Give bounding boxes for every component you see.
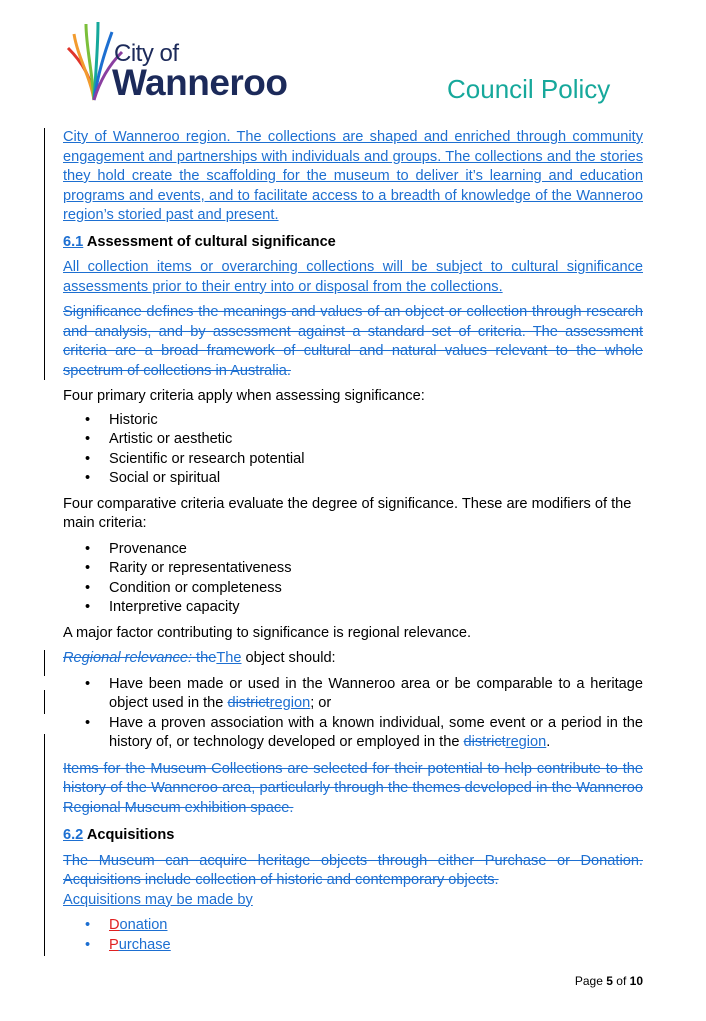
four-primary-paragraph: Four primary criteria apply when assessing significance: [63, 388, 425, 404]
bullet-icon: • [85, 917, 91, 933]
change-bar [44, 734, 45, 956]
list-item-text: onation [119, 917, 168, 933]
city-of-wanneroo-logo [64, 18, 294, 102]
regional-rest: object should: [241, 650, 336, 666]
heading-text: Acquisitions [86, 827, 175, 843]
list-item-text: Have a proven association with a known individual, some event or a period in the history of, or technology developed or employed in the [109, 714, 643, 750]
page-number: 5 [606, 974, 613, 988]
section-heading-6-1 [63, 233, 643, 253]
list-item [63, 675, 643, 714]
list-item-text: Historic [109, 411, 158, 428]
bullet-icon: • [85, 560, 91, 576]
four-comparative-paragraph: Four comparative criteria evaluate the degree of significance. These are modifiers of the main criteria: [63, 495, 632, 531]
regional-label-deleted: Regional relevance: [63, 650, 192, 666]
list-item-text: Have been made or used in the Wanneroo area or be comparable to a heritage object used in the [109, 675, 643, 711]
list-item-end: . [546, 734, 551, 750]
the-inserted: The [216, 650, 242, 666]
items-deleted-text: Items for the Museum Collections are selected for their potential to help contribute to the history of the Wanneroo area, particularly through the themes developed in the Wanneroo Regional Museum exhibition space. [63, 760, 643, 816]
page-total: 10 [629, 974, 643, 988]
list-item [63, 540, 643, 560]
list-item-text: urchase [118, 936, 171, 953]
the-deleted: the [192, 650, 217, 666]
list-item [63, 598, 643, 618]
region-inserted: region [269, 695, 311, 711]
page-title: Council Policy [447, 74, 611, 104]
list-item [63, 559, 643, 579]
may-be-made-paragraph [63, 891, 643, 911]
bullet-icon: • [85, 675, 91, 692]
primary-criteria-list [63, 411, 643, 489]
list-item [63, 469, 643, 489]
heading-number: 6.1 [63, 233, 84, 250]
bullet-icon: • [85, 411, 91, 428]
acquisition-methods-list [63, 916, 643, 955]
list-item-text: Social or spiritual [109, 470, 221, 486]
comparative-criteria-list [63, 540, 643, 618]
list-item [63, 430, 643, 450]
may-be-made-text: Acquisitions may be made by [63, 891, 253, 908]
bullet-icon: • [85, 450, 91, 467]
of-label: of [616, 974, 627, 988]
list-item [63, 936, 643, 956]
regional-criteria-list [63, 675, 643, 753]
list-item [63, 579, 643, 599]
intro-text: City of Wanneroo region. The collections are shaped and enriched through community engagement and partnerships with individuals and groups. The collections and the stories they hold create the scaffolding for the museum to deliver it’s learning and education programs and events, and to facilitate access to a breadth of knowledge of the Wanneroo region’s storied past and present. [63, 129, 643, 223]
intro-paragraph [63, 128, 643, 226]
significance-deleted-text: Significance defines the meanings and values of an object or collection through research and analysis, and by assessment against a standard set of criteria. The assessment criteria are a broad framework of cultural and natural values relevant to the whole spectrum of collections in Australia. [63, 304, 643, 379]
list-item-text: Scientific or research potential [109, 450, 305, 467]
regional-relevance-paragraph [63, 649, 643, 669]
section-heading-6-2 [63, 826, 643, 846]
items-selected-paragraph [63, 760, 643, 819]
list-item-end: ; or [310, 695, 332, 711]
list-item [63, 450, 643, 470]
inserted-initial: D [109, 917, 120, 933]
list-item-text: Artistic or aesthetic [109, 431, 233, 447]
list-item-text: Rarity or representativeness [109, 560, 292, 576]
bullet-icon: • [85, 431, 91, 447]
museum-acquire-paragraph [63, 852, 643, 891]
list-item-text: Condition or completeness [109, 579, 282, 596]
bullet-icon: • [85, 470, 91, 486]
bullet-icon: • [85, 714, 91, 731]
change-bar [44, 650, 45, 676]
heading-number: 6.2 [63, 827, 84, 843]
bullet-icon: • [85, 579, 91, 596]
district-deleted: district [463, 734, 506, 750]
page-label: Page [574, 974, 603, 988]
bullet-icon: • [85, 599, 91, 615]
list-item-text: Provenance [109, 540, 187, 557]
major-factor-paragraph: A major factor contributing to significance is regional relevance. [63, 624, 472, 641]
change-bar [44, 690, 45, 714]
change-bar [44, 128, 45, 380]
list-item-text: Interpretive capacity [109, 599, 240, 615]
museum-deleted-text: The Museum can acquire heritage objects through either Purchase or Donation. Acquisitions include collection of historic and contemporary objects. [63, 852, 643, 888]
list-item [63, 916, 643, 936]
bullet-icon: • [85, 540, 91, 557]
list-item [63, 714, 643, 753]
page-footer [575, 974, 643, 988]
district-deleted: district [227, 695, 270, 711]
all-items-paragraph [63, 258, 643, 297]
region-inserted: region [505, 734, 547, 750]
logo-line-1: City of [114, 40, 179, 67]
list-item [63, 411, 643, 431]
all-items-text: All collection items or overarching collections will be subject to cultural significance assessments prior to their entry into or disposal from the collections. [63, 259, 643, 295]
document-body [63, 124, 643, 955]
inserted-initial: P [109, 936, 119, 953]
logo-line-2: Wanneroo [112, 62, 288, 103]
significance-paragraph [63, 303, 643, 381]
bullet-icon: • [85, 936, 91, 953]
heading-text: Assessment of cultural significance [86, 233, 336, 250]
